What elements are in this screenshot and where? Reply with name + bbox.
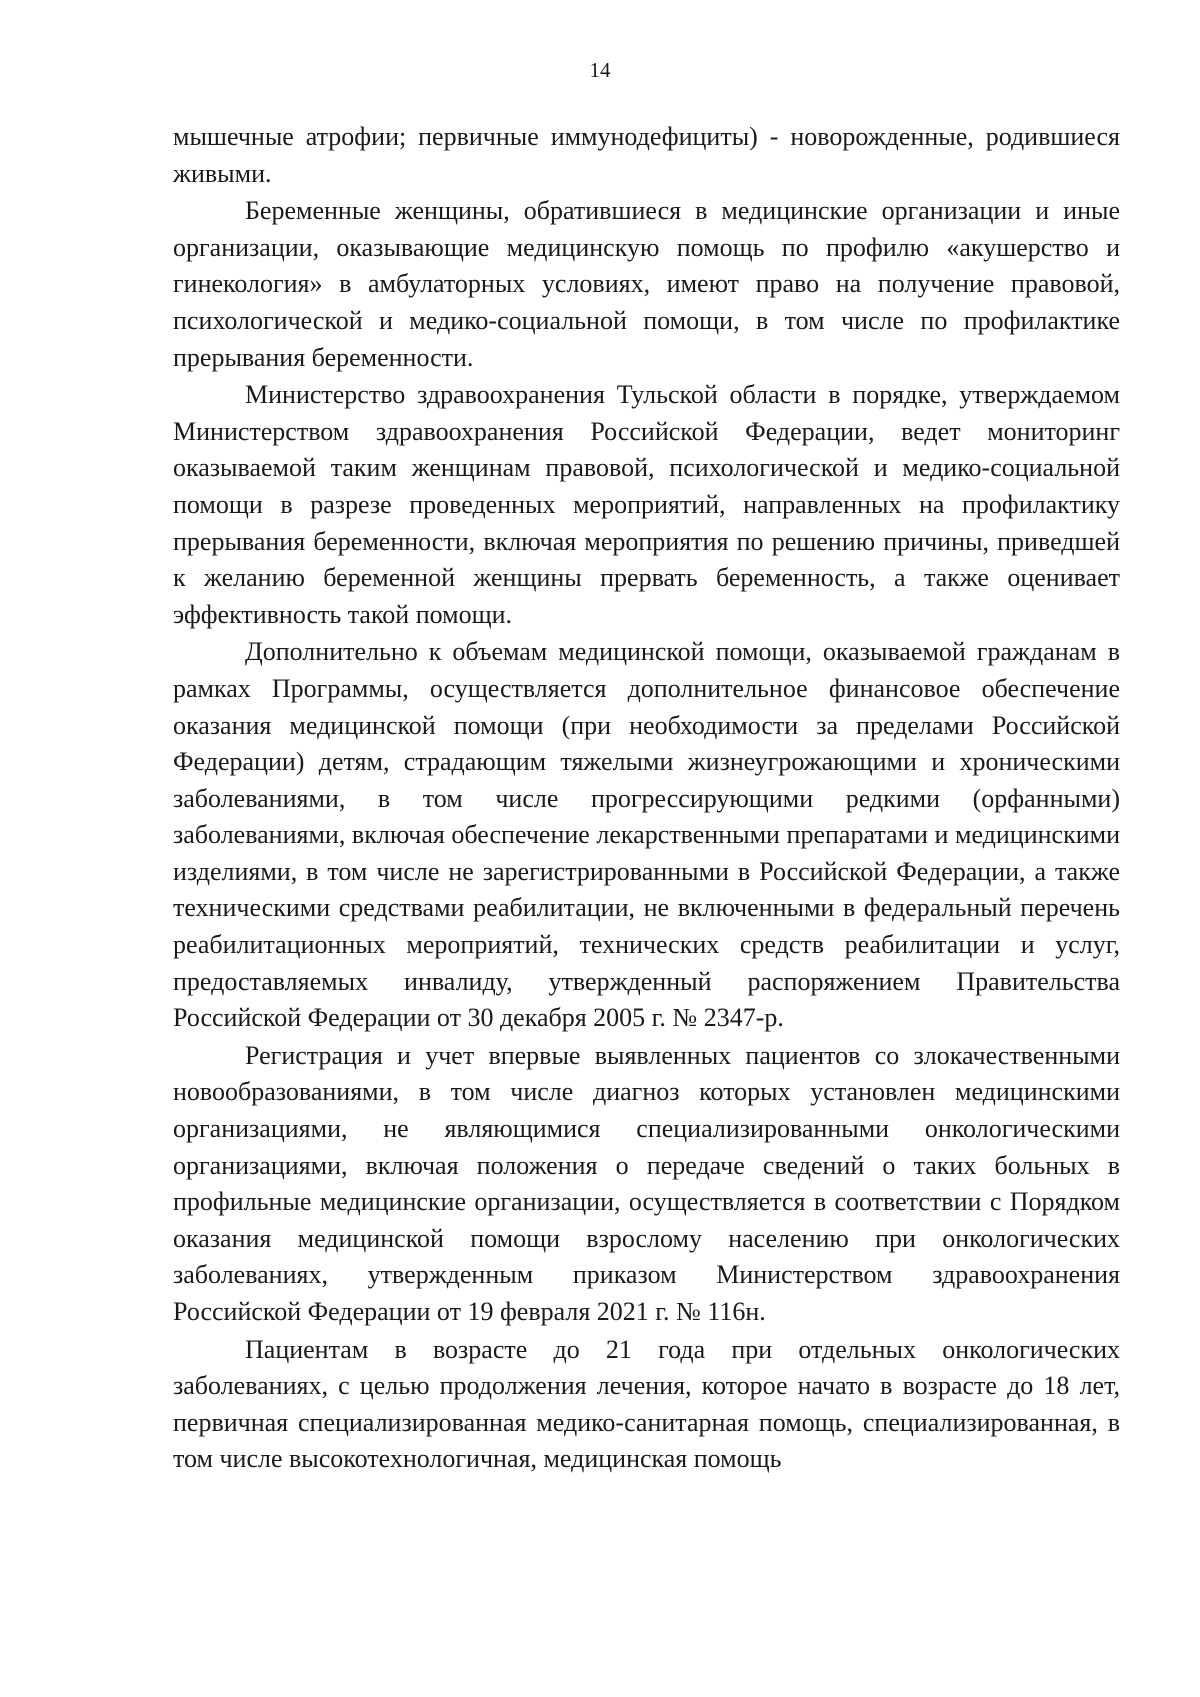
page-number: 14 xyxy=(589,58,611,82)
paragraph-ministry-monitoring: Министерство здравоохранения Тульской области в порядке, утверждаемом Министерством здравоохранения Российской Федерации, ведет мониторинг оказываемой таким женщинам правовой, психологической и медико-социальной помощи в разрезе проведенных мероприятий, направленных на профилактику прерывания беременности, включая мероприятия по решению причины, приведшей к желанию беременной женщины прервать беременность, а также оценивает эффективность такой помощи. xyxy=(173,380,1120,629)
paragraph-additional-financing: Дополнительно к объемам медицинской помощи, оказываемой гражданам в рамках Программы, осуществляется дополнительное финансовое обеспечение оказания медицинской помощи (при необходимости за пределами Российской Федерации) детям, страдающим тяжелыми жизнеугрожающими и хроническими заболеваниями, в том числе прогрессирующими редкими (орфанными) заболеваниями, включая обеспечение лекарственными препаратами и медицинскими изделиями, в том числе не зарегистрированными в Российской Федерации, а также техническими средствами реабилитации, не включенными в федеральный перечень реабилитационных мероприятий, технических средств реабилитации и услуг, предоставляемых инвалиду, утвержденный распоряжением Правительства Российской Федерации от 30 декабря 2005 г. № 2347-р. xyxy=(173,637,1120,1033)
document-body xyxy=(173,119,1120,1479)
paragraph-continuation: мышечные атрофии; первичные иммунодефициты) - новорожденные, родившиеся живыми. xyxy=(173,122,1120,188)
paragraph-pregnant-women: Беременные женщины, обратившиеся в медицинские организации и иные организации, оказывающие медицинскую помощь по профилю «акушерство и гинекология» в амбулаторных условиях, имеют право на получение правовой, психологической и медико-социальной помощи, в том числе по профилактике прерывания беременности. xyxy=(173,196,1120,372)
paragraph-oncology-registration: Регистрация и учет впервые выявленных пациентов со злокачественными новообразованиями, в том числе диагноз которых установлен медицинскими организациями, не являющимися специализированными онкологическими организациями, включая положения о передаче сведений о таких больных в профильные медицинские организации, осуществляется в соответствии с Порядком оказания медицинской помощи взрослому населению при онкологических заболеваниях, утвержденным приказом Министерством здравоохранения Российской Федерации от 19 февраля 2021 г. № 116н. xyxy=(173,1040,1120,1326)
paragraph-patients-under-21: Пациентам в возрасте до 21 года при отдельных онкологических заболеваниях, с целью продолжения лечения, которое начато в возрасте до 18 лет, первичная специализированная медико-санитарная помощь, специализированная, в том числе высокотехнологичная, медицинская помощь xyxy=(173,1334,1120,1474)
